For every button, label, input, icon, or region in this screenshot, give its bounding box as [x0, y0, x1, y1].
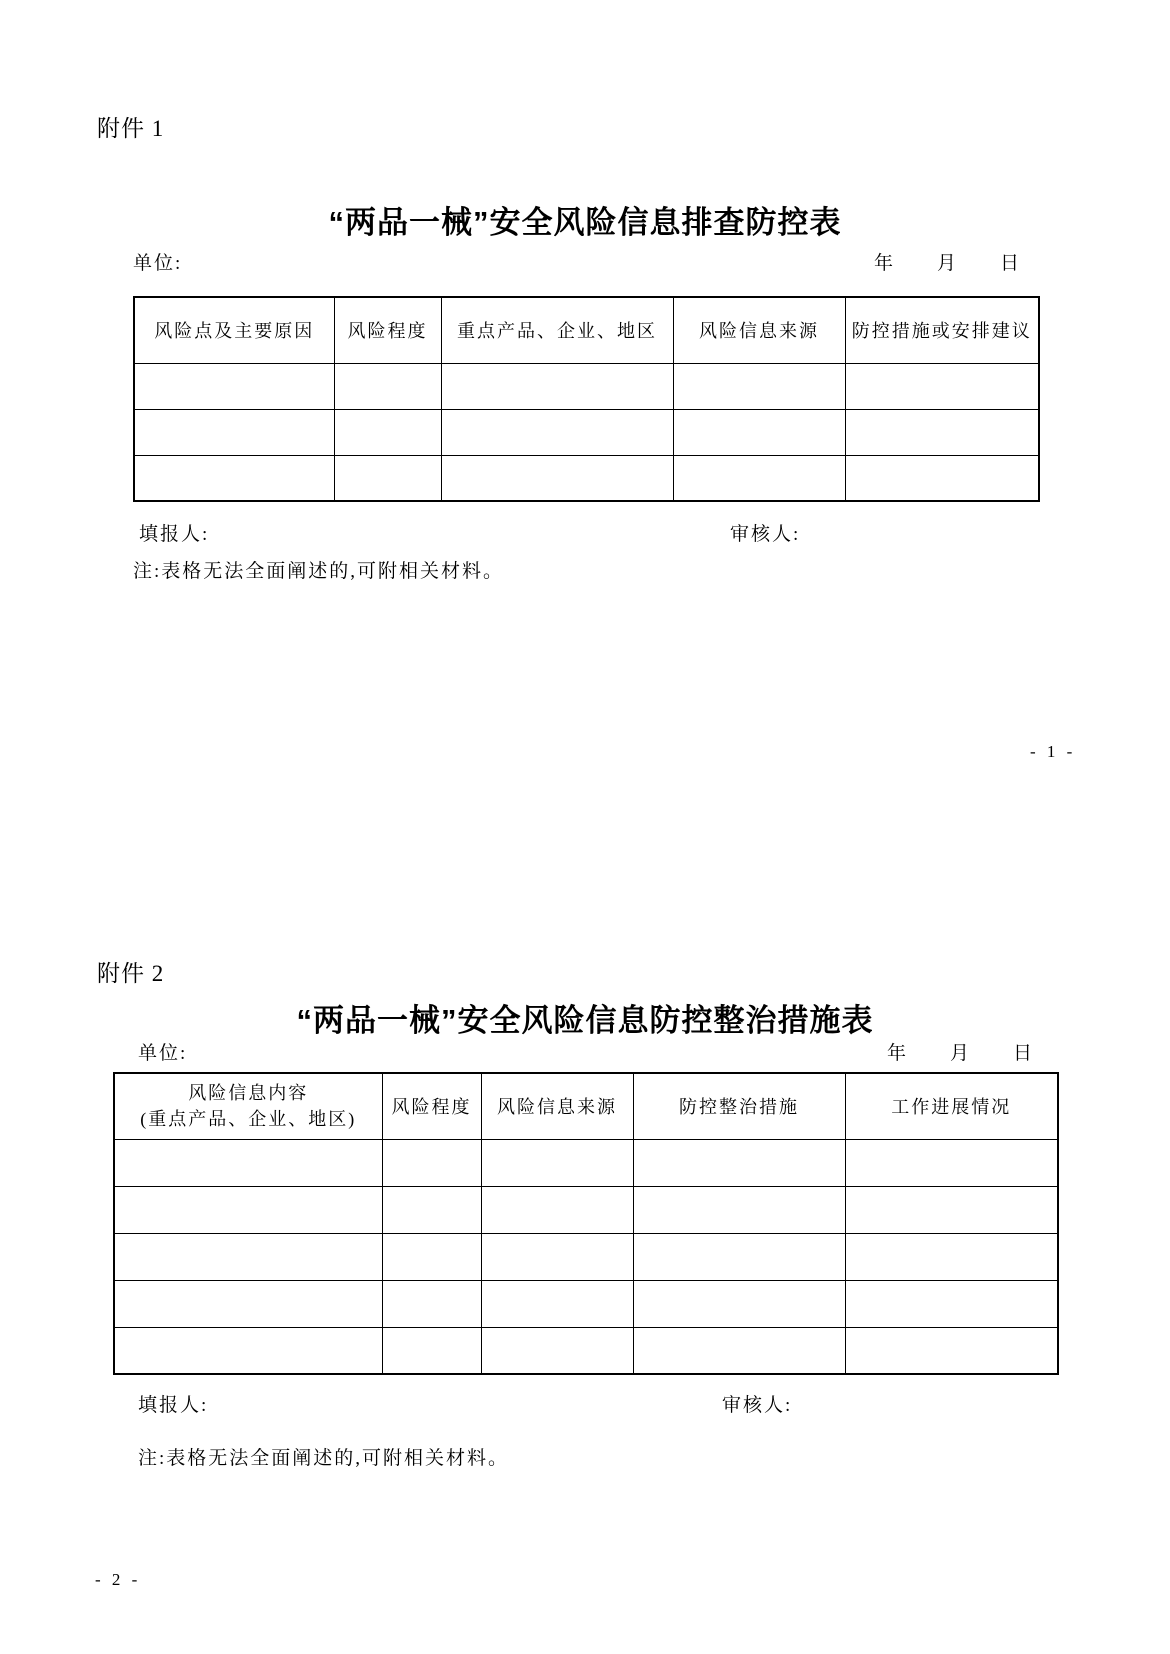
empty-cell	[134, 409, 334, 455]
empty-cell	[441, 363, 673, 409]
empty-cell	[845, 363, 1039, 409]
attachment-2-note: 注:表格无法全面阐述的,可附相关材料。	[138, 1448, 510, 1469]
empty-cell	[334, 455, 441, 501]
unit-label: 单位:	[138, 1043, 188, 1064]
attachment-1-title: “两品一械”安全风险信息排查防控表	[328, 205, 842, 240]
page-number-2: - 2 -	[95, 1570, 138, 1589]
page-number-1: - 1 -	[1030, 742, 1073, 761]
day-label: 日	[999, 253, 1019, 274]
table-row	[114, 1280, 1058, 1327]
header-cell: 风险程度	[334, 297, 441, 363]
filler-label: 填报人:	[138, 1395, 209, 1416]
empty-cell	[633, 1233, 845, 1280]
empty-cell	[441, 455, 673, 501]
empty-cell	[382, 1280, 481, 1327]
empty-cell	[134, 363, 334, 409]
empty-cell	[382, 1233, 481, 1280]
empty-cell	[114, 1186, 382, 1233]
header-cell: 重点产品、企业、地区	[441, 297, 673, 363]
table-row	[114, 1186, 1058, 1233]
attachment-2-label: 附件 2	[97, 961, 165, 986]
table-row	[134, 455, 1039, 501]
table-row	[134, 363, 1039, 409]
header-cell: 工作进展情况	[845, 1073, 1058, 1139]
risk-screening-table	[133, 296, 1040, 502]
year-label: 年	[873, 253, 893, 274]
month-label: 月	[936, 253, 956, 274]
risk-control-measures-table	[113, 1072, 1059, 1375]
empty-cell	[845, 409, 1039, 455]
header-cell: 风险程度	[382, 1073, 481, 1139]
empty-cell	[481, 1280, 633, 1327]
table-row	[114, 1139, 1058, 1186]
table-header-row	[134, 297, 1039, 363]
day-label: 日	[1012, 1043, 1032, 1064]
empty-cell	[633, 1186, 845, 1233]
unit-label: 单位:	[133, 253, 183, 274]
filler-label: 填报人:	[139, 524, 210, 545]
reviewer-label: 审核人:	[722, 1395, 793, 1416]
attachment-1-label: 附件 1	[97, 116, 165, 141]
table-header-row	[114, 1073, 1058, 1139]
year-label: 年	[886, 1043, 906, 1064]
empty-cell	[334, 363, 441, 409]
empty-cell	[845, 1139, 1058, 1186]
header-line-2: (重点产品、企业、地区)	[140, 1109, 357, 1130]
empty-cell	[845, 455, 1039, 501]
date-labels	[874, 248, 1019, 275]
empty-cell	[673, 363, 845, 409]
empty-cell	[633, 1327, 845, 1374]
header-cell: 防控措施或安排建议	[845, 297, 1039, 363]
empty-cell	[845, 1327, 1058, 1374]
empty-cell	[114, 1327, 382, 1374]
header-cell: 风险点及主要原因	[134, 297, 334, 363]
empty-cell	[845, 1233, 1058, 1280]
empty-cell	[134, 455, 334, 501]
empty-cell	[441, 409, 673, 455]
empty-cell	[481, 1139, 633, 1186]
empty-cell	[673, 409, 845, 455]
table-row	[134, 409, 1039, 455]
attachment-1-unit-line	[133, 248, 1019, 275]
attachment-2-unit-line	[138, 1038, 1032, 1065]
month-label: 月	[949, 1043, 969, 1064]
empty-cell	[673, 455, 845, 501]
header-cell: 防控整治措施	[633, 1073, 845, 1139]
table-row	[114, 1233, 1058, 1280]
empty-cell	[845, 1186, 1058, 1233]
empty-cell	[382, 1186, 481, 1233]
table-row	[114, 1327, 1058, 1374]
empty-cell	[481, 1186, 633, 1233]
empty-cell	[382, 1139, 481, 1186]
empty-cell	[845, 1280, 1058, 1327]
empty-cell	[114, 1233, 382, 1280]
header-line-1: 风险信息内容	[188, 1083, 309, 1104]
empty-cell	[382, 1327, 481, 1374]
date-labels	[887, 1038, 1032, 1065]
attachment-2-title: “两品一械”安全风险信息防控整治措施表	[296, 1003, 874, 1038]
reviewer-label: 审核人:	[730, 524, 801, 545]
empty-cell	[481, 1327, 633, 1374]
header-cell: 风险信息来源	[481, 1073, 633, 1139]
header-cell: 风险信息来源	[673, 297, 845, 363]
empty-cell	[481, 1233, 633, 1280]
attachment-1-note: 注:表格无法全面阐述的,可附相关材料。	[133, 561, 505, 582]
header-cell	[114, 1073, 382, 1139]
empty-cell	[334, 409, 441, 455]
empty-cell	[114, 1139, 382, 1186]
empty-cell	[633, 1139, 845, 1186]
empty-cell	[114, 1280, 382, 1327]
empty-cell	[633, 1280, 845, 1327]
